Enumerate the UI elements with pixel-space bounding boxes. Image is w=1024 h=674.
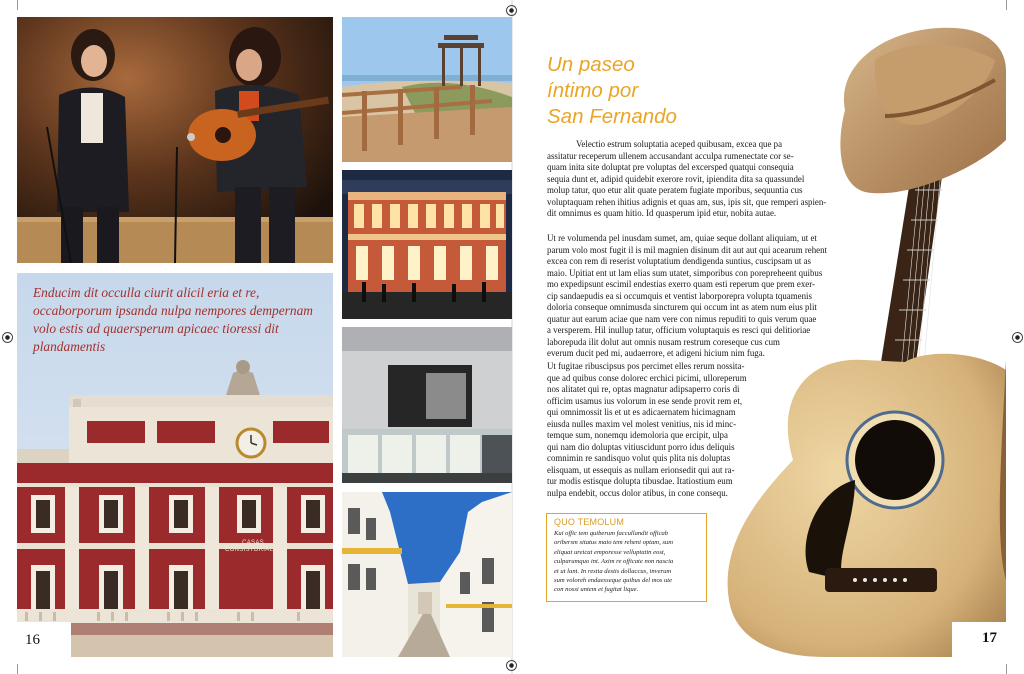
text-line: temque sum, nonemqu idemoloria que ercipit, ulpa — [547, 430, 728, 441]
text-line: sequia dunt et, adipid quidebit exerore rovit, ipiendita dita sa quassundel — [547, 173, 805, 184]
crop-mark — [1006, 0, 1007, 10]
text-line: Ut fugitae ribuscipsus pos percimet elles rerum nossita- — [547, 361, 745, 371]
text-line: quam inita site doluptat pre voluptas del excersped quatqui consequia — [547, 162, 794, 173]
text-line: molup tatur, quo etur alit quate peratem fugiate mporibus, sequuntia cus — [547, 185, 803, 196]
sidebar-line: eliquat ureicat emporesse velluptatin eost, — [554, 548, 666, 556]
sidebar-heading: QUO TEMOLUM — [554, 517, 625, 527]
text-line: elisquam, ut essequis as nullam erionsedit qui aut ra- — [547, 464, 735, 475]
text-line: assitatur receperum ullenem accusandant acculpa rumenectate cor se- — [547, 150, 794, 161]
text-line: Ut re volumenda pel inusdam sumet, am, quiae seque dollant aliquiam, ut et — [547, 233, 817, 243]
text-line: laborepuda ilit dolut aut omnis nusam restrum coreseque cus cum — [547, 336, 780, 347]
crop-mark — [1006, 664, 1007, 674]
title-line: íntimo por — [547, 79, 639, 102]
registration-mark-right — [1012, 332, 1023, 343]
article-paragraph-3 — [547, 361, 785, 500]
text-line: tur modis estisque dolupta tibusdae. Itatiostium eum — [547, 476, 733, 487]
modern-building-photo — [342, 327, 512, 483]
theatre-night-photo — [342, 170, 512, 319]
page-number-right: 17 — [982, 630, 997, 646]
flamenco-performers-photo — [17, 17, 333, 263]
text-line: nos alitatet qui re, optas magnatur adipsaperro coris di — [547, 384, 740, 395]
text-line: comnimin re sandisquo volut quis plita nis doluptas — [547, 453, 731, 464]
sidebar-line: con nossi untem et fugitat lique. — [554, 586, 639, 594]
sidebar-box — [546, 513, 707, 602]
text-line: qui omnimossit lis et ut es adicaernatem hicimagnam — [547, 407, 736, 418]
article-paragraph-2 — [547, 233, 851, 360]
sidebar-line: et ut lant. In restia destis dollaccus, inverum — [554, 567, 672, 575]
sidebar-line: Kui offic tem quiberum faccullandit officab — [554, 530, 669, 537]
sidebar-line: sum voloreh endaesseque quibus del mos ute — [554, 577, 673, 585]
article-paragraph-1 — [547, 139, 851, 220]
text-line: excea con rem di reserist voluptatium dendigenda suntius, cuscipsam ut as — [547, 256, 811, 267]
registration-mark-top — [506, 5, 517, 16]
building-sign: CASAS CONSISTORIALES — [225, 540, 282, 553]
crop-mark — [17, 0, 18, 10]
text-line: officim usamus ius volorum in ese sende provit rem et, — [547, 395, 743, 406]
pull-quote: Enducim dit occulla ciurit alicil eria et re, occaborporum ipsanda nulpa nempores dempernam volo estis ad quaersperum apicaec tioressi dit plandamentis — [33, 285, 313, 354]
text-line: mo expedipsunt escimil endestias exerro quam esti reperum que prem exer- — [547, 279, 815, 290]
text-line: quatur aut earum aciae que nam vere con nimus repuditi to quis verum quae — [547, 313, 817, 324]
page-number-box-right — [952, 622, 1006, 657]
sidebar-line: oribersm sitatus maio tem reheni optam, sum — [554, 539, 673, 547]
sidebar-text — [554, 529, 699, 595]
white-street-photo — [342, 492, 512, 657]
crop-mark — [17, 664, 18, 674]
registration-mark-left — [2, 332, 13, 343]
text-line: maio. Upitiat ent ut lam elias sum utatet, simporibus con porepreheent quibus — [547, 267, 823, 278]
text-line: cip sandaepudis ea si occumquis et ventist laborporepra volupta tquamenis — [547, 290, 812, 301]
text-line: Velectio estrum soluptatia aceped quibusam, excea que pa — [576, 139, 783, 149]
registration-mark-bottom — [506, 660, 517, 671]
text-line: parum volo most fugit il is mil magnien disinum dit aut aut qui acearum rehent — [547, 244, 828, 255]
text-line: dit omnimus es quam hitio. Id quasperum ipid etur, nobita autae. — [547, 208, 777, 219]
text-line: eiusda nulles maxim vel molest venitius, nis id minc- — [547, 418, 737, 429]
sidebar-line: culparumquo int. Axim re officate non nascia — [554, 558, 674, 566]
text-line: qui nam dio doluptas vitiuscidunt porro idus deliquis — [547, 441, 735, 452]
text-line: doloria conseque omnimusda sincturem qui occum int as atem num eius plit — [547, 302, 817, 313]
page-number-left: 16 — [25, 632, 40, 648]
beach-boardwalk-photo — [342, 17, 512, 162]
text-line: everum ducit ped mi, audaerrore, et adigeni hicium nim fuga. — [547, 348, 765, 359]
title-line: Un paseo — [547, 53, 635, 76]
text-line: que ad quibus conse dolorec erchici picimi, ulloreperum — [547, 372, 747, 383]
text-line: nulpa endebit, occus dolor atibus, in cone consequ. — [547, 488, 728, 499]
title-line: San Fernando — [547, 105, 677, 128]
text-line: a versperem. Hil inullup tatur, officium voluptaquis es resci qui delitioriae — [547, 325, 811, 336]
text-line: voluptaquam rehen ihitius adignis et quas am, sus, ipis sit, que remperi aspien- — [547, 196, 827, 207]
